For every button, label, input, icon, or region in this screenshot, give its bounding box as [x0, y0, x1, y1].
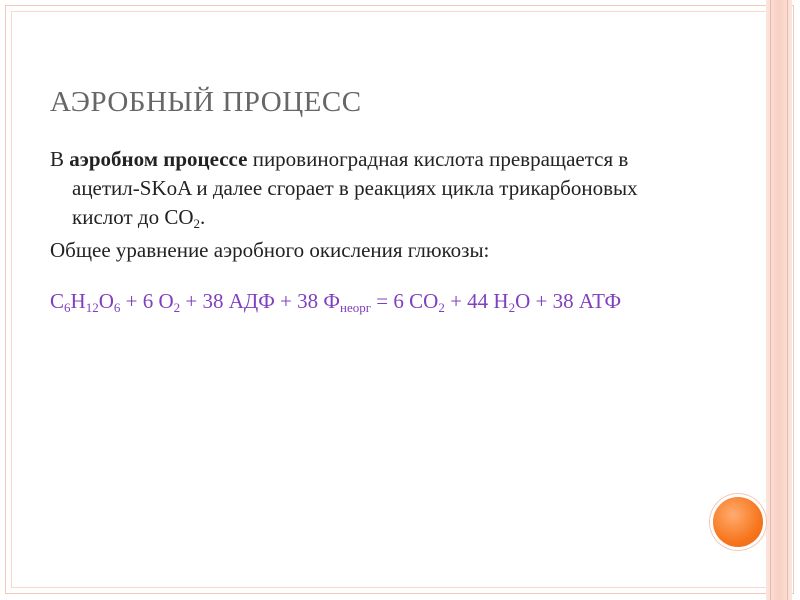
eq-sub: 6 [64, 300, 71, 315]
decorative-orange-circle [713, 497, 763, 547]
paragraph-equation-intro: Общее уравнение аэробного окисления глюкозы: [50, 238, 490, 262]
eq-sub: 2 [173, 300, 181, 315]
para1-bold-term: аэробном процессе [69, 147, 248, 171]
eq-part: + 38 АДФ + 38 Ф [180, 289, 340, 313]
eq-part: O [98, 289, 114, 313]
glucose-oxidation-equation [50, 287, 700, 316]
decorative-side-band [766, 0, 792, 600]
eq-part: C [50, 289, 65, 313]
para1-prefix: В [50, 147, 70, 171]
eq-sub: 6 [113, 300, 121, 315]
eq-sub: 2 [508, 300, 516, 315]
slide-body [50, 145, 690, 265]
eq-part: H [70, 289, 86, 313]
para1-suffix: . [200, 205, 206, 229]
eq-sub: неорг [339, 300, 372, 315]
para1-text: пировиноградная кислота превращается в ацетил-SKoA и далее сгорает в реакциях цикла трикарбоновых кислот до CO [72, 147, 638, 229]
eq-part: + 6 O [120, 289, 174, 313]
eq-sub: 2 [438, 300, 445, 315]
paragraph-aerobic-description [50, 145, 690, 232]
eq-part: = 6 CO [371, 289, 439, 313]
eq-part: O + 38 АТФ [515, 289, 622, 313]
slide-title: АЭРОБНЫЙ ПРОЦЕСС [50, 86, 362, 118]
eq-part: + 44 H [444, 289, 509, 313]
para1-subscript: 2 [193, 216, 200, 231]
eq-sub: 12 [85, 300, 99, 315]
